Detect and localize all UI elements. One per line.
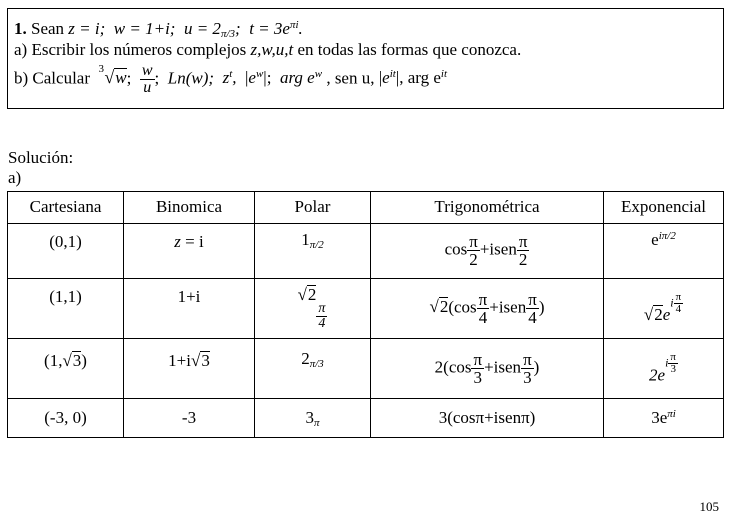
u-definition: $u = 2_{\pi/3}$; [183,19,241,40]
cell-binomial: -3 [124,399,255,438]
cell-polar: $3_\pi$ [255,399,371,438]
part-a-vars: z,w,u,t [250,40,294,59]
cell-cartesian: (1,√3) [8,338,124,398]
header-exponencial: Exponencial [604,192,724,224]
cell-binomial: 1+i [124,279,255,338]
table-row [8,399,724,438]
forms-table [7,191,724,438]
z-power-t: $z^t$, [222,68,237,88]
cell-binomial: z = i [124,223,255,278]
abs-e-w: $|e^w|$; [245,68,272,88]
w-over-u: $\frac{w}{u}$ [141,62,153,96]
table-row [8,223,724,278]
z-definition: z = i; [68,19,106,38]
cell-polar: √2 $\frac{\pi}{4}$ [255,279,371,338]
cube-root-w: 3 √w [98,63,127,88]
problem-part-b: b) Calcular 3 √w; $\frac{w}{u}$ ; Ln(w); $z^t$, $|e^w|$; arg $e^w$ , sen u, $|e^{it}|$, arg $e^{it}$ [14,62,448,96]
cell-cartesian: (0,1) [8,223,124,278]
solution-title: Solución: [8,148,74,167]
table-row [8,338,724,398]
cell-polar: $1_{\pi/2}$ [255,223,371,278]
header-binomica: Binomica [124,192,255,224]
part-b-label: b) Calcular [14,68,90,88]
ln-w: Ln(w); [167,68,215,88]
part-a-prefix: a) Escribir los números complejos [14,40,247,59]
problem-line-1 [14,19,303,40]
w-definition: w = 1+i; [113,19,176,38]
cell-exponential: $e^{i\pi/2}$ [604,223,724,278]
intro-text: Sean [31,19,65,38]
header-polar: Polar [255,192,371,224]
arg-e-it: , arg $e^{it}$ [399,68,448,88]
header-trigonometrica: Trigonométrica [371,192,604,224]
cell-cartesian: (1,1) [8,279,124,338]
solution-part-a: a) [8,168,22,187]
problem-number: 1. [14,19,27,38]
sen-u: , sen u, [326,68,375,88]
abs-e-it: $|e^{it}|$ [378,68,400,88]
cell-trigonometric: √2(cos $\frac{\pi}{4}$ +isen $\frac{\pi}{4}$ ) [371,279,604,338]
cell-trigonometric: 2(cos $\frac{\pi}{3}$ +isen $\frac{\pi}{3}$ ) [371,338,604,398]
cell-trigonometric: 3(cosπ+isenπ) [371,399,604,438]
cell-exponential: √2ei $\frac{\pi}{4}$ [604,279,724,338]
cell-trigonometric: cos $\frac{\pi}{2}$ +isen $\frac{\pi}{2}$ [371,223,604,278]
cell-polar: $2_{\pi/3}$ [255,338,371,398]
table-row [8,279,724,338]
arg-e-w: arg $e^w$ [279,68,323,88]
cell-exponential: $3e^{\pi i}$ [604,399,724,438]
problem-box [7,8,724,109]
cell-cartesian: (-3, 0) [8,399,124,438]
table-header-row [8,192,724,224]
header-cartesiana: Cartesiana [8,192,124,224]
page-number: 105 [699,499,719,514]
t-definition: $t = 3e^{\pi i}$. [249,19,303,38]
problem-part-a [14,40,521,60]
cell-exponential: 2ei $\frac{\pi}{3}$ [604,338,724,398]
part-a-suffix: en todas las formas que conozca. [297,40,522,59]
cell-binomial: 1+i√3 [124,338,255,398]
